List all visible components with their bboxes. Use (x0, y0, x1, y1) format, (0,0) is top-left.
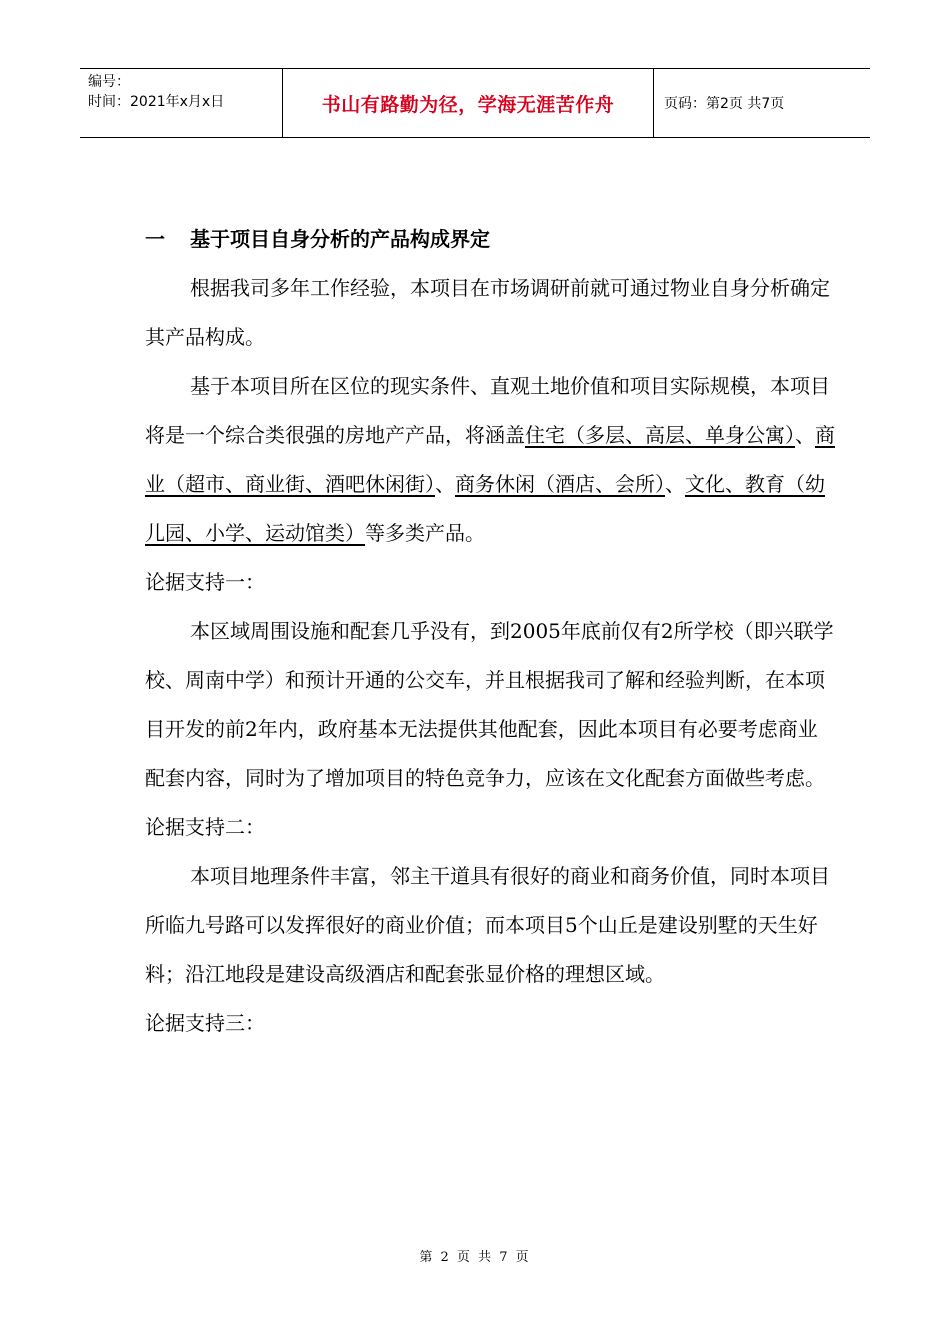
products-prefix: 基于本项目所在区位的现实条件、直观土地价值和项目实际规模，本项目将是一个综合类很强的房地产产品，将涵盖 (145, 374, 830, 447)
header-motto: 书山有路勤为径，学海无涯苦作舟 (321, 93, 615, 116)
section-number: 一 (145, 227, 165, 251)
products-suffix: 等多类产品。 (365, 521, 485, 545)
header-page-info: 页码：第2页 共7页 (664, 96, 785, 112)
page-header (80, 68, 870, 138)
support-three-label: 论据支持三： (145, 1011, 265, 1035)
header-time-label: 时间：2021年x月x日 (88, 94, 225, 110)
section-title: 基于项目自身分析的产品构成界定 (190, 227, 490, 251)
product-residential: 住宅（多层、高层、单身公寓） (525, 423, 795, 447)
paragraph-products (145, 362, 835, 558)
product-business-leisure: 商务休闲（酒店、会所） (455, 472, 665, 496)
products-separator: 、 (795, 423, 815, 447)
header-meta (80, 69, 282, 137)
document-body (145, 215, 835, 1048)
products-separator: 、 (665, 472, 685, 496)
support-two-label: 论据支持二： (145, 815, 265, 839)
support-two-text: 本项目地理条件丰富，邻主干道具有很好的商业和商务价值，同时本项目所临九号路可以发挥很好的商业价值；而本项目5个山丘是建设别墅的天生好料；沿江地段是建设高级酒店和配套张显价格的理想区域。 (145, 864, 830, 986)
page-footer: 第 2 页 共 7 页 (419, 1250, 531, 1265)
support-one-label: 论据支持一： (145, 570, 265, 594)
header-number-label: 编号： (88, 74, 130, 90)
header-motto-cell (282, 69, 654, 137)
section-heading (145, 215, 835, 264)
support-one-text: 本区域周围设施和配套几乎没有，到2005年底前仅有2所学校（即兴联学校、周南中学）和预计开通的公交车，并且根据我司了解和经验判断，在本项目开发的前2年内，政府基本无法提供其他配套，因此本项目有必要考虑商业配套内容，同时为了增加项目的特色竞争力，应该在文化配套方面做些考虑。 (145, 619, 834, 790)
header-page-info-cell (654, 69, 870, 137)
product-commercial: 商业（超市、商业街、酒吧休闲街） (145, 423, 835, 496)
product-culture-education: 文化、教育（幼儿园、小学、运动馆类） (145, 472, 825, 545)
products-separator: 、 (435, 472, 455, 496)
paragraph-intro: 根据我司多年工作经验，本项目在市场调研前就可通过物业自身分析确定其产品构成。 (145, 276, 830, 349)
